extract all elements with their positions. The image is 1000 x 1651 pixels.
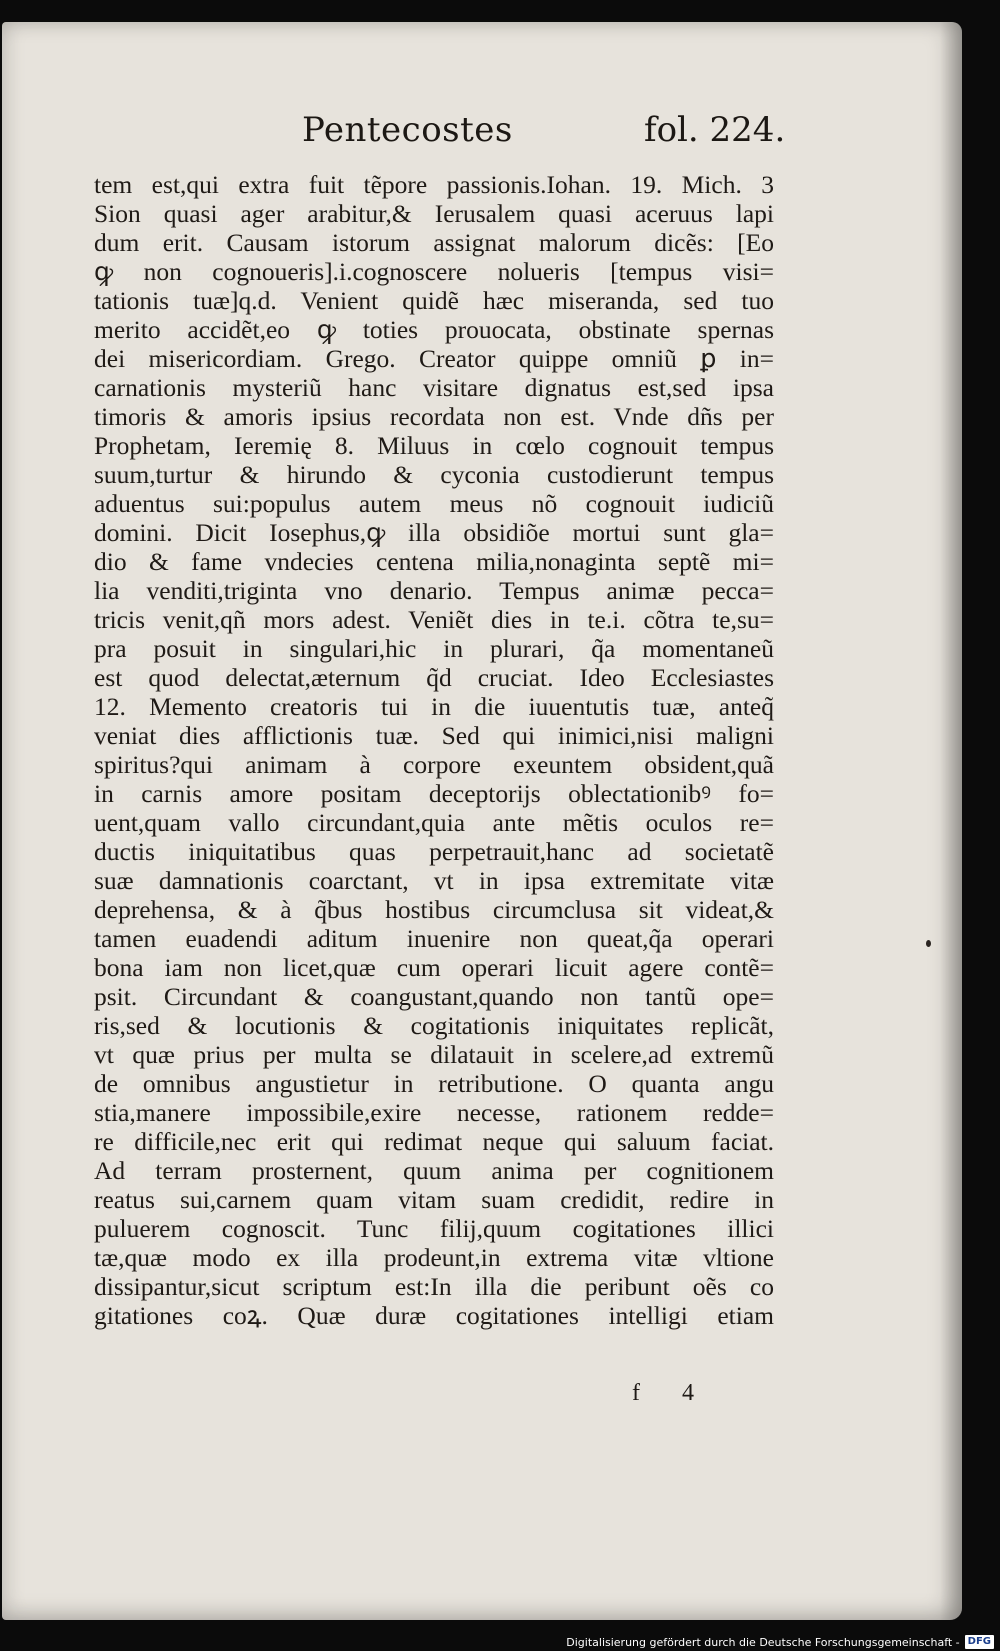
text-line: domini. Dicit Iosephus,ꝙ illa obsidiõe mortui sunt gla= [94,518,774,547]
text-line: merito accidẽt,eo ꝙ toties prouocata, obstinate spernas [94,315,774,344]
running-head: Pentecostes [302,110,513,150]
folio-number: fol. 224. [644,110,786,150]
text-line: dissipantur,sicut scriptum est:In illa die peribunt oẽs co [94,1272,774,1301]
text-line: suæ damnationis coarctant, vt in ipsa extremitate vitæ [94,866,774,895]
text-line: suum,turtur & hirundo & cyconia custodierunt tempus [94,460,774,489]
text-line: ꝙ non cognoueris].i.cognoscere nolueris [tempus visi= [94,257,774,286]
text-line: tem est,qui extra fuit tẽpore passionis.Iohan. 19. Mich. 3 [94,170,774,199]
text-line: vt quæ prius per multa se dilatauit in scelere,ad extremũ [94,1040,774,1069]
text-line: dum erit. Causam istorum assignat malorum dicẽs: [Eo [94,228,774,257]
text-line: tationis tuæ]q.d. Venient quidẽ hæc miseranda, sed tuo [94,286,774,315]
text-line: psit. Circundant & coangustant,quando non tantũ ope= [94,982,774,1011]
dfg-logo: DFG [965,1635,994,1649]
text-line: tricis venit,qñ mors adest. Veniẽt dies in te.i. cõtra te,su= [94,605,774,634]
text-line: in carnis amore positam deceptorijs oblectationibꝰ fo= [94,779,774,808]
text-line: est quod delectat,æternum q̃d cruciat. Ideo Ecclesiastes [94,663,774,692]
signature-mark: f 4 [632,1380,712,1406]
text-line: stia,manere impossibile,exire necesse, rationem redde= [94,1098,774,1127]
text-line: dio & fame vndecies centena milia,nonaginta septẽ mi= [94,547,774,576]
text-line: tæ,quæ modo ex illa prodeunt,in extrema vitæ vltione [94,1243,774,1272]
digitization-footer [566,1635,994,1649]
text-line: bona iam non licet,quæ cum operari licuit agere contẽ= [94,953,774,982]
text-line: carnationis mysteriũ hanc visitare dignatus est,sed ipsa [94,373,774,402]
text-line: puluerem cognoscit. Tunc filij,quum cogitationes illici [94,1214,774,1243]
text-block [94,170,774,1330]
text-line: reatus sui,carnem quam vitam suam credidit, redire in [94,1185,774,1214]
text-line: ris,sed & locutionis & cogitationis iniquitates replicãt, [94,1011,774,1040]
text-line: dei misericordiam. Grego. Creator quippe omniũ ꝑ in= [94,344,774,373]
text-line: re difficile,nec erit qui redimat neque qui saluum faciat. [94,1127,774,1156]
text-line: veniat dies afflictionis tuæ. Sed qui inimici,nisi maligni [94,721,774,750]
text-line: timoris & amoris ipsius recordata non est. Vnde dñs per [94,402,774,431]
text-line: gitationes coꝝ. Quæ duræ cogitationes intelligi etiam [94,1301,774,1330]
funding-credit: Digitalisierung gefördert durch die Deutsche Forschungsgemeinschaft - [566,1635,960,1649]
book-page [2,22,962,1620]
text-line: Sion quasi ager arabitur,& Ierusalem quasi aceruus lapi [94,199,774,228]
text-line: tamen euadendi aditum inuenire non queat,q̃a operari [94,924,774,953]
ink-speck [926,940,931,947]
text-line: uent,quam vallo circundant,quia ante mẽtis oculos re= [94,808,774,837]
text-line: aduentus sui:populus autem meus nõ cognouit iudiciũ [94,489,774,518]
text-line: spiritus?qui animam à corpore exeuntem obsident,quã [94,750,774,779]
text-line: 12. Memento creatoris tui in die iuuentutis tuæ, anteq̃ [94,692,774,721]
text-line: Ad terram prosternent, quum anima per cognitionem [94,1156,774,1185]
text-line: de omnibus angustietur in retributione. O quanta angu [94,1069,774,1098]
text-line: lia venditi,triginta vno denario. Tempus animæ pecca= [94,576,774,605]
text-line: Prophetam, Ieremię 8. Miluus in cœlo cognouit tempus [94,431,774,460]
text-line: ductis iniquitatibus quas perpetrauit,hanc ad societatẽ [94,837,774,866]
text-line: deprehensa, & à q̃bus hostibus circumclusa sit videat,& [94,895,774,924]
text-line: pra posuit in singulari,hic in plurari, q̃a momentaneũ [94,634,774,663]
